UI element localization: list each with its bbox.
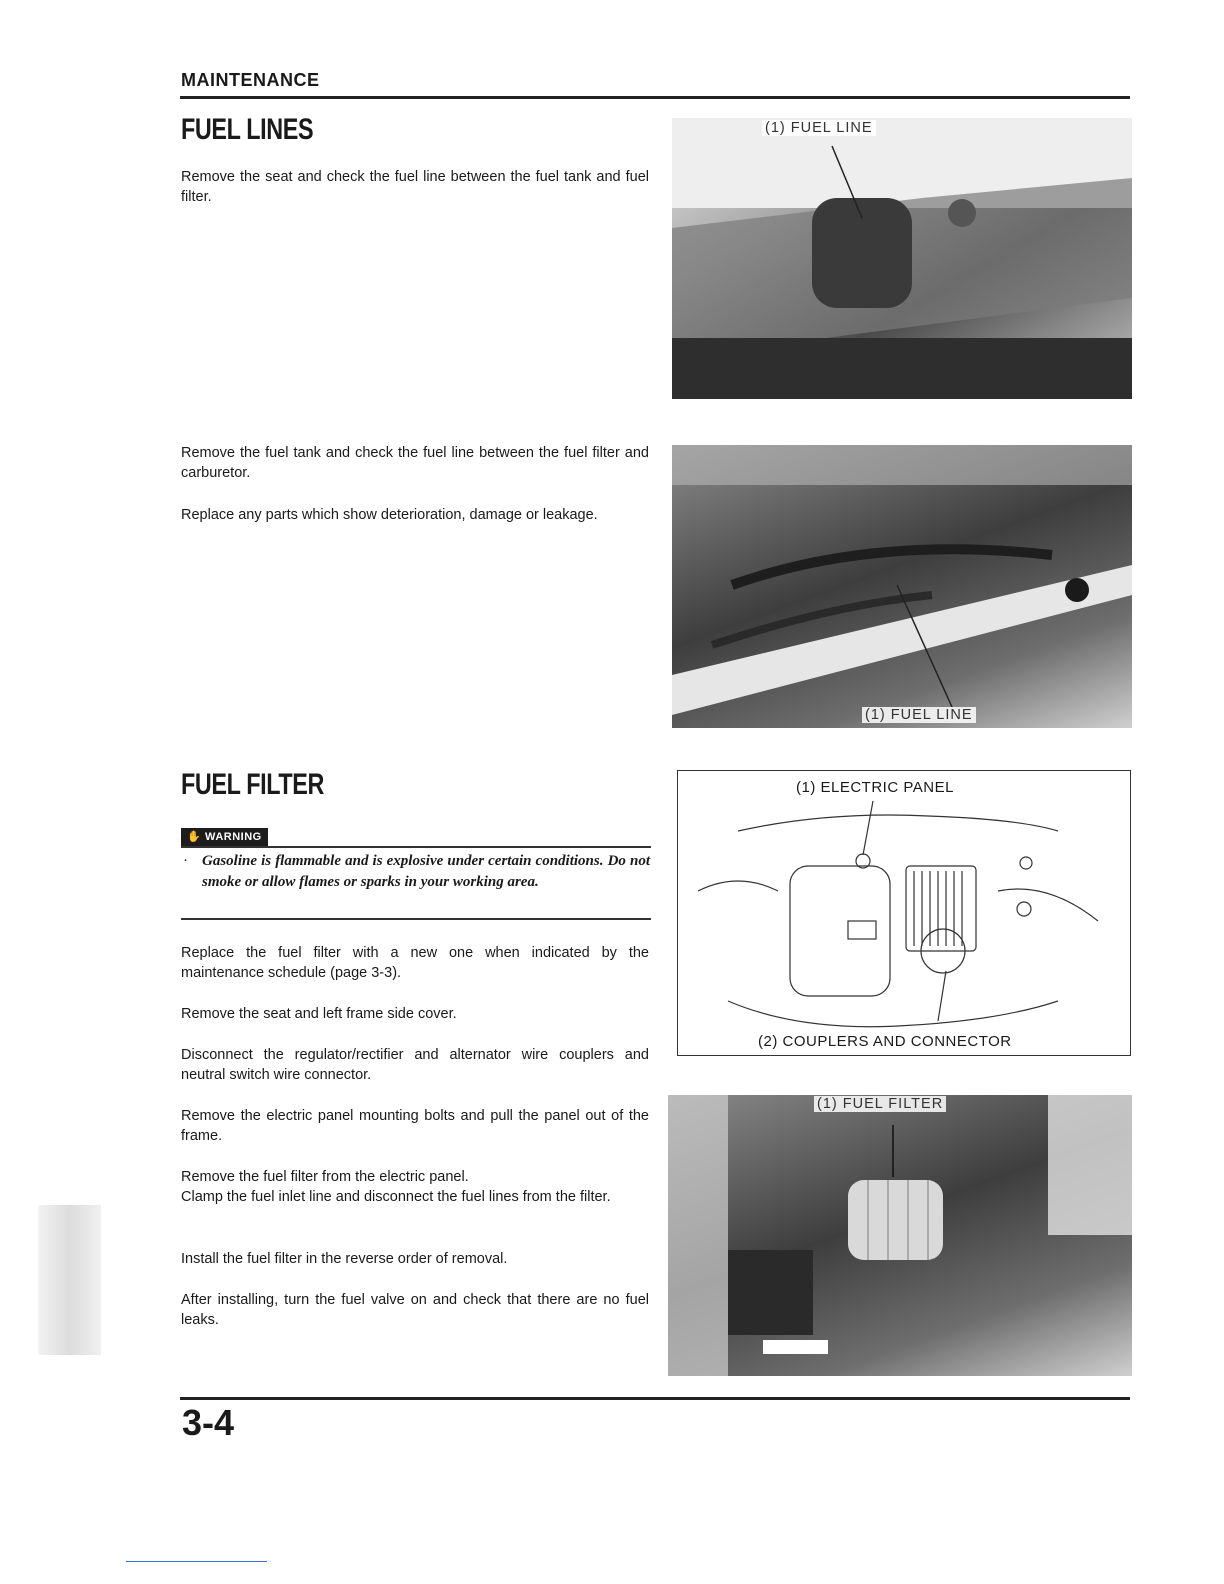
diagram-caption-couplers: (2) COUPLERS AND CONNECTOR [758,1033,1012,1050]
electric-panel-diagram [677,770,1131,1056]
section-label: MAINTENANCE [181,70,320,90]
warning-badge [181,828,268,846]
fuel-line-caption-2: (1) FUEL LINE [862,707,976,723]
warning-icon: ✋ [187,831,206,843]
warning-bottom-rule [181,918,651,920]
warning-bullet: · [183,851,188,868]
fuel-line-photo-2-art [672,445,1132,728]
page-number: 3-4 [182,1402,235,1443]
warning-top-rule [181,846,651,848]
fuel-filter-para-4: Remove the electric panel mounting bolts and pull the panel out of the frame. [181,1108,649,1144]
fuel-filter-para-7: After installing, turn the fuel valve on and check that there are no fuel leaks. [181,1292,649,1328]
fuel-lines-para-2: Remove the fuel tank and check the fuel line between the fuel filter and carburetor. [181,445,649,481]
header-rule [180,96,1130,99]
diagram-caption-electric-panel: (1) ELECTRIC PANEL [796,779,954,796]
fuel-line-photo-2 [672,445,1132,728]
fuel-lines-heading: FUEL LINES [181,113,314,146]
fuel-filter-heading: FUEL FILTER [181,768,325,801]
fuel-filter-para-5: Remove the fuel filter from the electric panel. Clamp the fuel inlet line and disconnect the fuel lines from the filter. [181,1169,611,1205]
electric-panel-line-art [678,771,1130,1055]
underline-mark [126,1561,267,1562]
warning-text: Gasoline is flammable and is explosive under certain conditions. Do not smoke or allow flames or sparks in your working area. [202,853,650,890]
fuel-line-caption-1: (1) FUEL LINE [762,120,876,136]
footer-rule [180,1397,1130,1400]
fuel-filter-para-3: Disconnect the regulator/rectifier and alternator wire couplers and neutral switch wire connector. [181,1047,649,1083]
thumb-index-tab [38,1205,101,1355]
fuel-filter-photo-art [668,1095,1132,1376]
fuel-filter-para-2: Remove the seat and left frame side cover. [181,1006,457,1022]
fuel-lines-para-1: Remove the seat and check the fuel line between the fuel tank and fuel filter. [181,169,649,205]
fuel-line-photo-1 [672,118,1132,399]
fuel-lines-para-3: Replace any parts which show deterioration, damage or leakage. [181,507,598,523]
fuel-filter-caption: (1) FUEL FILTER [814,1096,946,1112]
fuel-filter-para-1: Replace the fuel filter with a new one when indicated by the maintenance schedule (page 3-3). [181,945,649,981]
fuel-filter-para-6: Install the fuel filter in the reverse order of removal. [181,1251,508,1267]
warning-label: WARNING [205,831,262,843]
fuel-line-photo-1-art [672,118,1132,399]
fuel-filter-photo [668,1095,1132,1376]
